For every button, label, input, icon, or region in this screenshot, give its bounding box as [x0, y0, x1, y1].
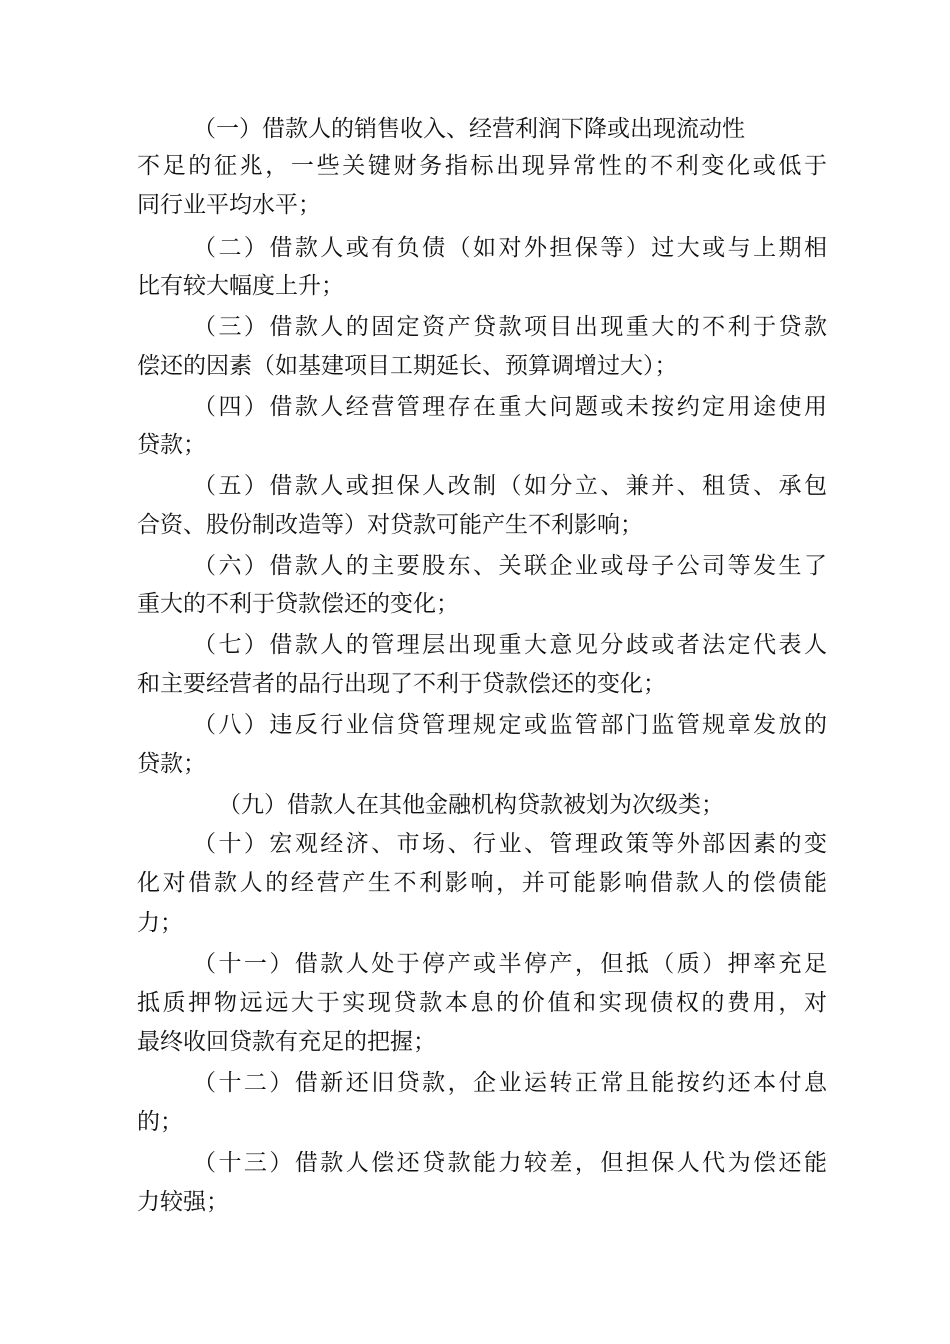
text-line-9: 贷款；: [137, 432, 206, 458]
text-line-14: （七）借款人的管理层出现重大意见分歧或者法定代表人: [193, 632, 827, 658]
text-line-27: （十三）借款人偿还贷款能力较差，但担保人代为偿还能: [193, 1150, 827, 1176]
text-line-2: 不足的征兆，一些关键财务指标出现异常性的不利变化或低于: [137, 153, 827, 179]
text-line-13: 重大的不利于贷款偿还的变化；: [137, 591, 459, 617]
text-line-8: （四）借款人经营管理存在重大问题或未按约定用途使用: [193, 394, 827, 420]
text-line-6: （三）借款人的固定资产贷款项目出现重大的不利于贷款: [193, 314, 827, 340]
text-line-4: （二）借款人或有负债（如对外担保等）过大或与上期相: [193, 235, 827, 261]
text-line-19: （十）宏观经济、市场、行业、管理政策等外部因素的变: [193, 831, 827, 857]
text-line-10: （五）借款人或担保人改制（如分立、兼并、租赁、承包: [193, 473, 827, 499]
text-line-7: 偿还的因素（如基建项目工期延长、预算调增过大）；: [137, 353, 678, 379]
text-line-26: 的；: [137, 1109, 183, 1135]
text-line-16: （八）违反行业信贷管理规定或监管部门监管规章发放的: [193, 712, 827, 738]
text-line-28: 力较强；: [137, 1189, 229, 1215]
text-line-20: 化对借款人的经营产生不利影响，并可能影响借款人的偿债能: [137, 870, 827, 896]
text-line-18: （九）借款人在其他金融机构贷款被划为次级类；: [218, 792, 724, 818]
text-line-25: （十二）借新还旧贷款，企业运转正常且能按约还本付息: [193, 1070, 827, 1096]
text-line-17: 贷款；: [137, 751, 206, 777]
text-line-5: 比有较大幅度上升；: [137, 273, 344, 299]
text-line-11: 合资、股份制改造等）对贷款可能产生不利影响；: [137, 512, 643, 538]
text-line-12: （六）借款人的主要股东、关联企业或母子公司等发生了: [193, 553, 827, 579]
text-line-24: 最终收回贷款有充足的把握；: [137, 1029, 436, 1055]
text-line-22: （十一）借款人处于停产或半停产，但抵（质）押率充足: [193, 951, 827, 977]
text-line-1: （一）借款人的销售收入、经营利润下降或出现流动性: [193, 116, 745, 142]
text-line-15: 和主要经营者的品行出现了不利于贷款偿还的变化；: [137, 671, 666, 697]
text-line-3: 同行业平均水平；: [137, 192, 321, 218]
text-line-21: 力；: [137, 910, 183, 936]
text-line-23: 抵质押物远远大于实现贷款本息的价值和实现债权的费用，对: [137, 990, 827, 1016]
